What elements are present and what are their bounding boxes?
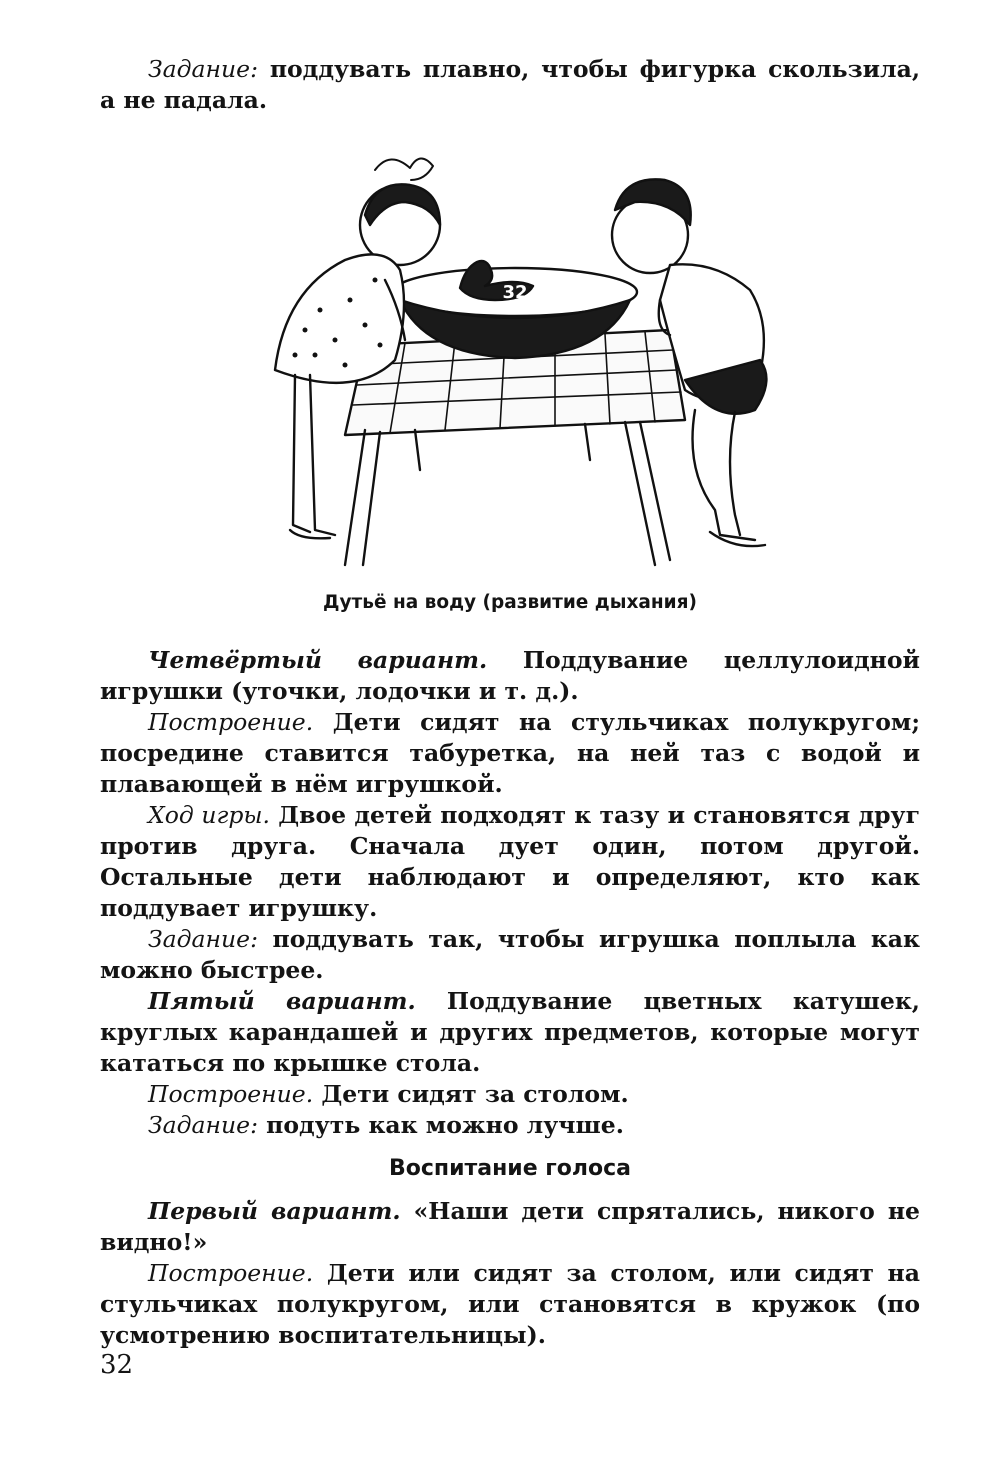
paragraph <box>100 924 920 986</box>
paragraph-text: поддувать плавно, чтобы фигурка скользила, а не падала. <box>100 55 920 114</box>
paragraph <box>100 645 920 707</box>
paragraph-text: Поддувание целлулоидной игрушки (уточки, лодочки и т. д.). <box>100 646 920 705</box>
paragraph-lead: Задание: <box>148 925 258 953</box>
paragraph-lead: Четвёртый вариант. <box>148 646 488 674</box>
paragraph-lead: Построение. <box>148 708 314 736</box>
task-paragraph <box>100 54 920 116</box>
paragraph-lead: Пятый вариант. <box>148 987 416 1015</box>
figure-caption: Дутьё на воду (развитие дыхания) <box>323 592 697 613</box>
children-blowing-on-water-illustration <box>215 140 805 570</box>
paragraph <box>100 1258 920 1351</box>
paragraph <box>100 1079 920 1110</box>
boat-number-label: 32 <box>502 282 528 303</box>
paragraph <box>100 800 920 924</box>
paragraph-text: подуть как можно лучше. <box>258 1111 624 1139</box>
paragraph <box>100 1196 920 1258</box>
page-number: 32 <box>100 1350 134 1380</box>
paragraph-lead: Ход игры. <box>148 801 270 829</box>
paragraph-text: Дети или сидят за столом, или сидят на стульчиках полукругом, или становятся в кружок (по усмотрению воспитательницы). <box>100 1259 920 1349</box>
paragraph <box>100 1110 920 1141</box>
paragraph-text: Дети сидят за столом. <box>313 1080 629 1108</box>
paragraph-text: «Наши дети спрятались, никого не видно!» <box>100 1197 920 1256</box>
section-heading: Воспитание голоса <box>388 1156 632 1181</box>
paragraph-lead: Первый вариант. <box>148 1197 401 1225</box>
paragraph-lead: Задание: <box>148 55 258 83</box>
paragraph <box>100 986 920 1079</box>
paragraph-lead: Построение. <box>148 1080 314 1108</box>
top-paragraph <box>100 54 920 116</box>
paragraph-text: Дети сидят на стульчиках полукругом; посредине ставится табуретка, на ней таз с водой и плавающей в нём игрушкой. <box>100 708 920 798</box>
paragraph-text: Поддувание цветных катушек, круглых карандашей и других предметов, которые могут кататься по крышке стола. <box>100 987 920 1077</box>
main-text <box>100 645 920 1351</box>
paragraph-text: поддувать так, чтобы игрушка поплыла как можно быстрее. <box>100 925 920 984</box>
paragraph-text: Двое детей подходят к тазу и становятся друг против друга. Сначала дует один, потом другой. Остальные дети наблюдают и определяют, кто как поддувает игрушку. <box>100 801 921 922</box>
paragraph-lead: Задание: <box>148 1111 258 1139</box>
paragraph <box>100 707 920 800</box>
paragraph-lead: Построение. <box>148 1259 314 1287</box>
